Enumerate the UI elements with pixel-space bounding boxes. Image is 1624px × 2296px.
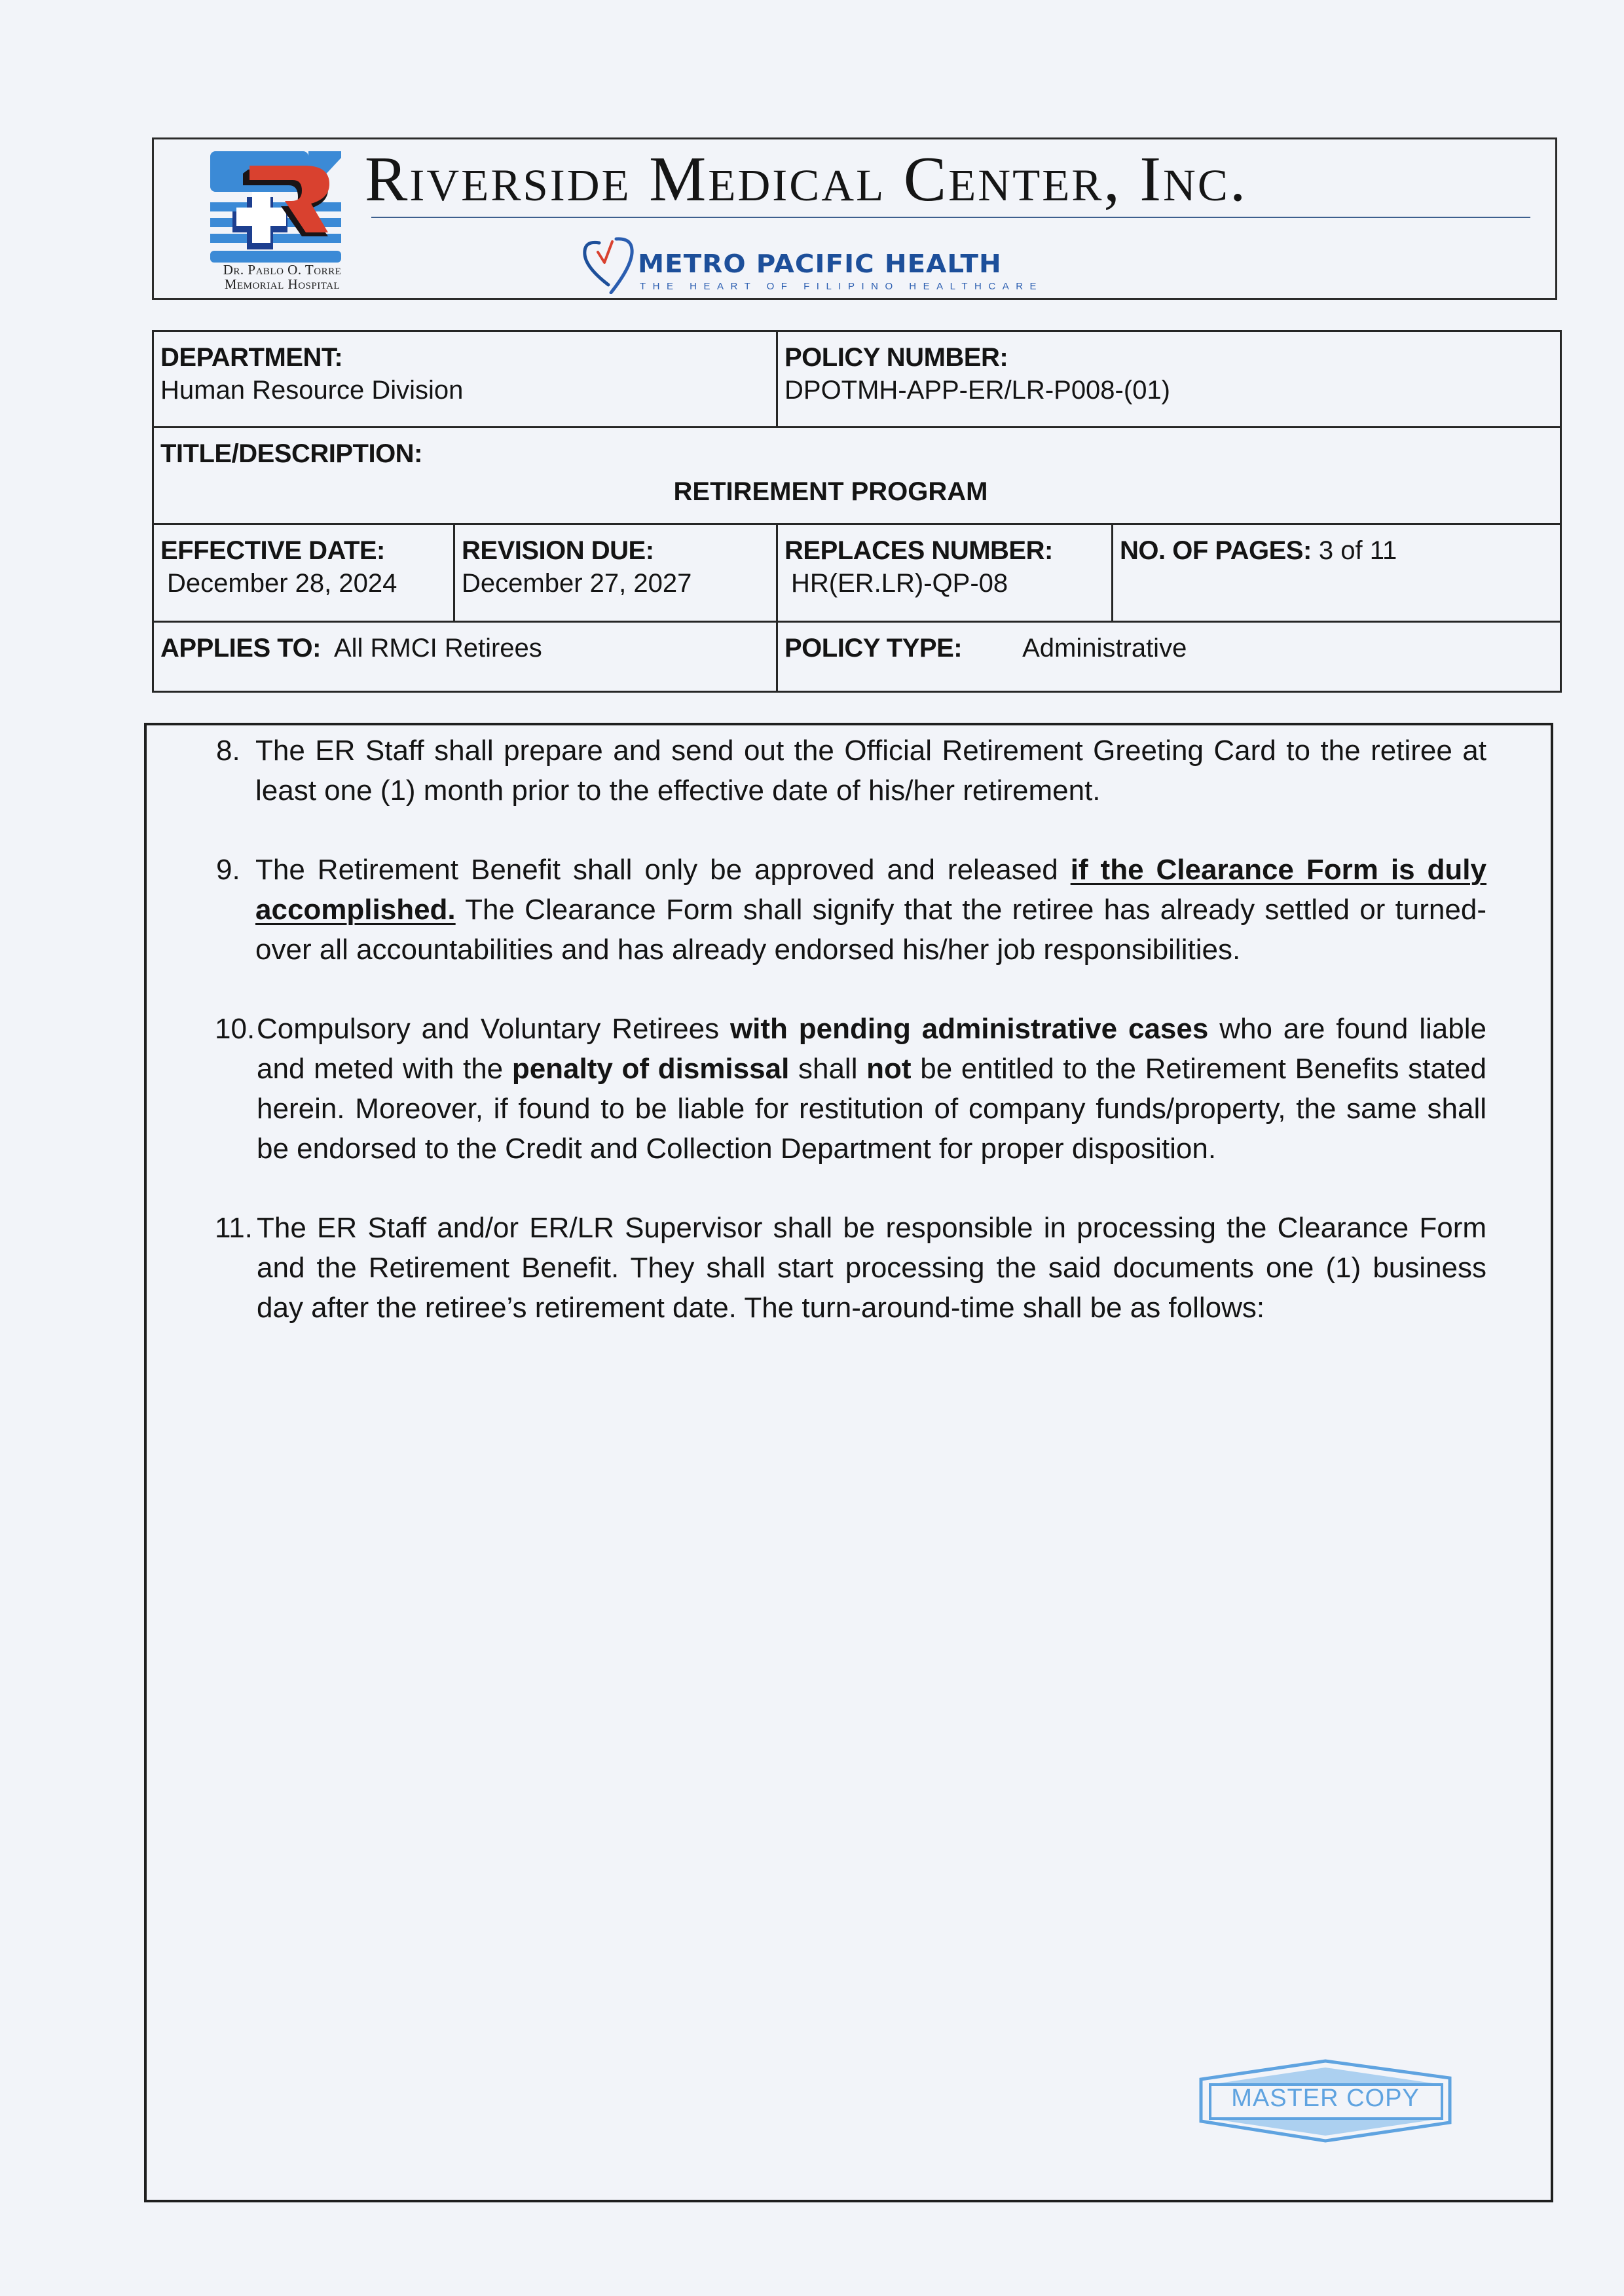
item-text: The ER Staff shall prepare and send out the Official Retirement Greeting Card to the retiree at least one (1) month prior to the effective date of his/her retirement. xyxy=(255,735,1486,807)
heart-check-icon xyxy=(580,234,640,294)
policy-info-table xyxy=(152,330,1562,693)
revision-due-label: REVISION DUE: xyxy=(462,536,654,565)
item-text: The Retirement Benefit shall only be approved and released xyxy=(255,854,1071,886)
replaces-number-value: HR(ER.LR)-QP-08 xyxy=(791,569,1008,598)
applies-to-label: APPLIES TO: xyxy=(160,634,321,663)
effective-date-cell xyxy=(153,524,454,622)
item-text: shall xyxy=(789,1053,867,1085)
partner-logo xyxy=(580,226,1169,291)
stamp-text: MASTER COPY xyxy=(1231,2085,1420,2112)
item-text: The Clearance Form shall signify that the retiree has already settled or turned-over all accountabilities and has already endorsed his/her job responsibilities. xyxy=(255,894,1486,966)
applies-to-cell xyxy=(153,622,777,692)
revision-due-cell xyxy=(454,524,777,622)
letterhead xyxy=(152,137,1557,300)
item-number: 11. xyxy=(215,1212,253,1244)
item-text-bold: not xyxy=(866,1053,912,1085)
policy-items-list xyxy=(216,731,1486,1328)
rmci-cross-r-logo-icon xyxy=(210,151,344,264)
policy-number-value: DPOTMH-APP-ER/LR-P008-(01) xyxy=(784,376,1171,405)
department-value: Human Resource Division xyxy=(160,376,464,405)
pages-value: 3 of 11 xyxy=(1318,536,1397,565)
logo-caption-line1: Dr. Pablo O. Torre xyxy=(223,262,342,278)
list-item xyxy=(216,1208,1486,1328)
item-text-bold: with pending administrative cases xyxy=(729,1013,1209,1045)
effective-date-label: EFFECTIVE DATE: xyxy=(160,536,385,565)
item-number: 8. xyxy=(216,735,240,767)
title-value: RETIREMENT PROGRAM xyxy=(673,477,988,506)
policy-type-value: Administrative xyxy=(1022,634,1187,663)
policy-type-cell xyxy=(777,622,1561,692)
partner-name: METRO PACIFIC HEALTH xyxy=(638,249,1002,278)
title-cell xyxy=(153,428,1561,524)
company-name: Riverside Medical Center, Inc. xyxy=(365,144,1248,215)
revision-due-value: December 27, 2027 xyxy=(462,569,692,598)
pages-label: NO. OF PAGES: xyxy=(1120,536,1312,565)
item-number: 10. xyxy=(215,1013,255,1045)
header-divider xyxy=(371,217,1530,218)
policy-type-label: POLICY TYPE: xyxy=(784,634,963,663)
logo-caption-line2: Memorial Hospital xyxy=(224,276,341,292)
item-text: who are found liable and meted with the xyxy=(257,1013,1486,1085)
master-copy-stamp xyxy=(1196,2058,1455,2143)
department-label: DEPARTMENT: xyxy=(160,343,343,372)
department-cell xyxy=(153,331,777,428)
pages-cell xyxy=(1113,524,1561,622)
item-text-underlined: if the Clearance Form is duly accomplished. xyxy=(255,854,1486,926)
replaces-number-label: REPLACES NUMBER: xyxy=(784,536,1053,565)
logo-caption xyxy=(184,263,380,291)
policy-number-label: POLICY NUMBER: xyxy=(784,343,1008,372)
list-item xyxy=(216,850,1486,970)
hospital-logo xyxy=(184,146,342,297)
effective-date-value: December 28, 2024 xyxy=(167,569,397,598)
item-text: be entitled to the Retirement Benefits stated herein. Moreover, if found to be liable for restitution of company funds/property, the same shall be endorsed to the Credit and Collection Department for proper disposition. xyxy=(257,1053,1486,1165)
replaces-number-cell xyxy=(777,524,1113,622)
policy-number-cell xyxy=(777,331,1561,428)
item-number: 9. xyxy=(216,854,240,886)
applies-to-value: All RMCI Retirees xyxy=(333,634,542,663)
policy-body xyxy=(144,723,1553,2202)
item-text: Compulsory and Voluntary Retirees xyxy=(257,1013,730,1045)
item-text: The ER Staff and/or ER/LR Supervisor shall be responsible in processing the Clearance Form and the Retirement Benefit. They shall start processing the said documents one (1) business day after the retiree’s retirement date. The turn-around-time shall be as follows: xyxy=(257,1212,1486,1324)
title-label: TITLE/DESCRIPTION: xyxy=(160,439,422,468)
partner-tagline: THE HEART OF FILIPINO HEALTHCARE xyxy=(640,281,1044,292)
list-item xyxy=(216,1009,1486,1169)
list-item xyxy=(216,731,1486,811)
item-text-bold: penalty of dismissal xyxy=(511,1053,790,1085)
